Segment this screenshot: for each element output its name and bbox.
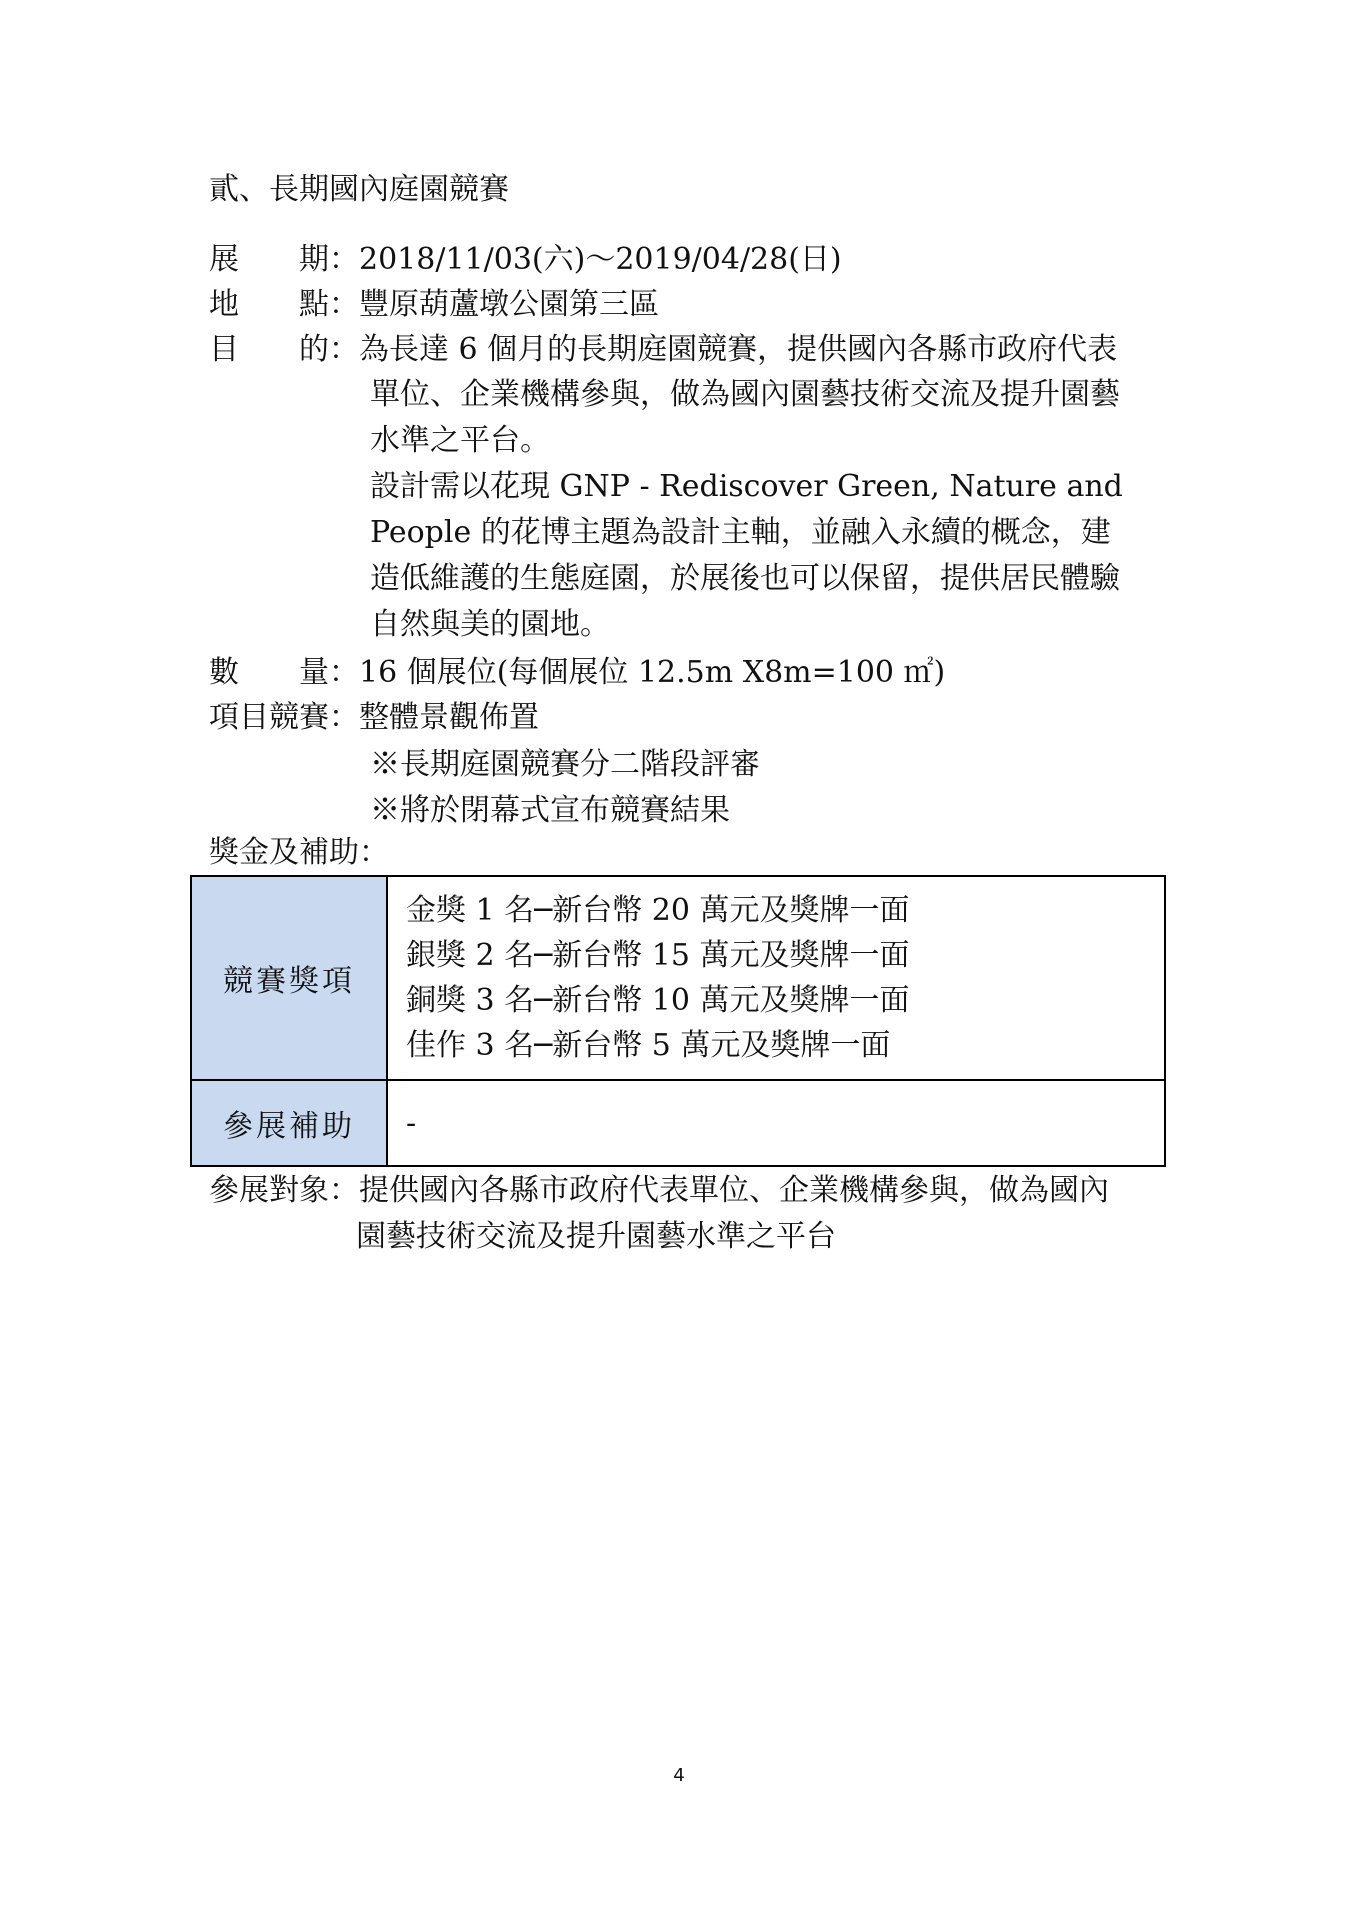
target-line: 園藝技術交流及提升園藝水準之平台 — [356, 1219, 836, 1254]
competition-value: 整體景觀佈置 — [359, 700, 539, 735]
purpose-row — [209, 330, 1117, 370]
award-item: 銀獎 2 名─新台幣 15 萬元及獎牌一面 — [406, 938, 910, 973]
quantity-label: 數 量： — [209, 655, 359, 690]
subsidy-header: 參展補助 — [191, 1080, 387, 1166]
purpose-line: People 的花博主題為設計主軸，並融入永續的概念，建 — [370, 515, 1111, 550]
page-number: 4 — [673, 1765, 685, 1786]
period-value: 2018/11/03(六)～2019/04/28(日) — [359, 242, 842, 277]
purpose-line: 設計需以花現 GNP - Rediscover Green, Nature and — [370, 469, 1123, 504]
award-item: 佳作 3 名─新台幣 5 萬元及獎牌一面 — [406, 1028, 891, 1063]
competition-note: ※長期庭園競賽分二階段評審 — [370, 747, 760, 782]
period-label: 展 期： — [209, 242, 359, 277]
table-row — [191, 876, 1165, 1080]
period-row — [209, 240, 842, 280]
competition-note: ※將於閉幕式宣布競賽結果 — [370, 793, 730, 828]
purpose-label: 目 的： — [209, 332, 359, 367]
competition-row — [209, 698, 539, 738]
purpose-line: 水準之平台。 — [370, 423, 550, 458]
purpose-line: 自然與美的園地。 — [370, 607, 610, 642]
section-heading: 貳、長期國內庭園競賽 — [209, 172, 509, 207]
awards-cell — [387, 876, 1165, 1080]
target-line: 提供國內各縣市政府代表單位、企業機構參與，做為國內 — [359, 1173, 1109, 1208]
location-row — [209, 285, 659, 325]
award-item: 銅獎 3 名─新台幣 10 萬元及獎牌一面 — [406, 983, 910, 1018]
target-label: 參展對象： — [209, 1173, 359, 1208]
quantity-value: 16 個展位(每個展位 12.5m X8m=100 ㎡) — [359, 655, 946, 690]
awards-header: 競賽獎項 — [191, 876, 387, 1080]
award-item: 金獎 1 名─新台幣 20 萬元及獎牌一面 — [406, 893, 910, 928]
table-row — [191, 1080, 1165, 1166]
prizes-label: 獎金及補助： — [209, 835, 389, 870]
prizes-table — [190, 875, 1166, 1167]
location-label: 地 點： — [209, 287, 359, 322]
purpose-line: 為長達 6 個月的長期庭園競賽，提供國內各縣市政府代表 — [359, 332, 1118, 367]
purpose-line: 造低維護的生態庭園，於展後也可以保留，提供居民體驗 — [370, 561, 1120, 596]
subsidy-value: - — [387, 1080, 1165, 1166]
purpose-line: 單位、企業機構參與，做為國內園藝技術交流及提升園藝 — [370, 377, 1120, 412]
target-row — [209, 1171, 1109, 1211]
competition-label: 項目競賽： — [209, 700, 359, 735]
location-value: 豐原葫蘆墩公園第三區 — [359, 287, 659, 322]
quantity-row — [209, 653, 945, 693]
